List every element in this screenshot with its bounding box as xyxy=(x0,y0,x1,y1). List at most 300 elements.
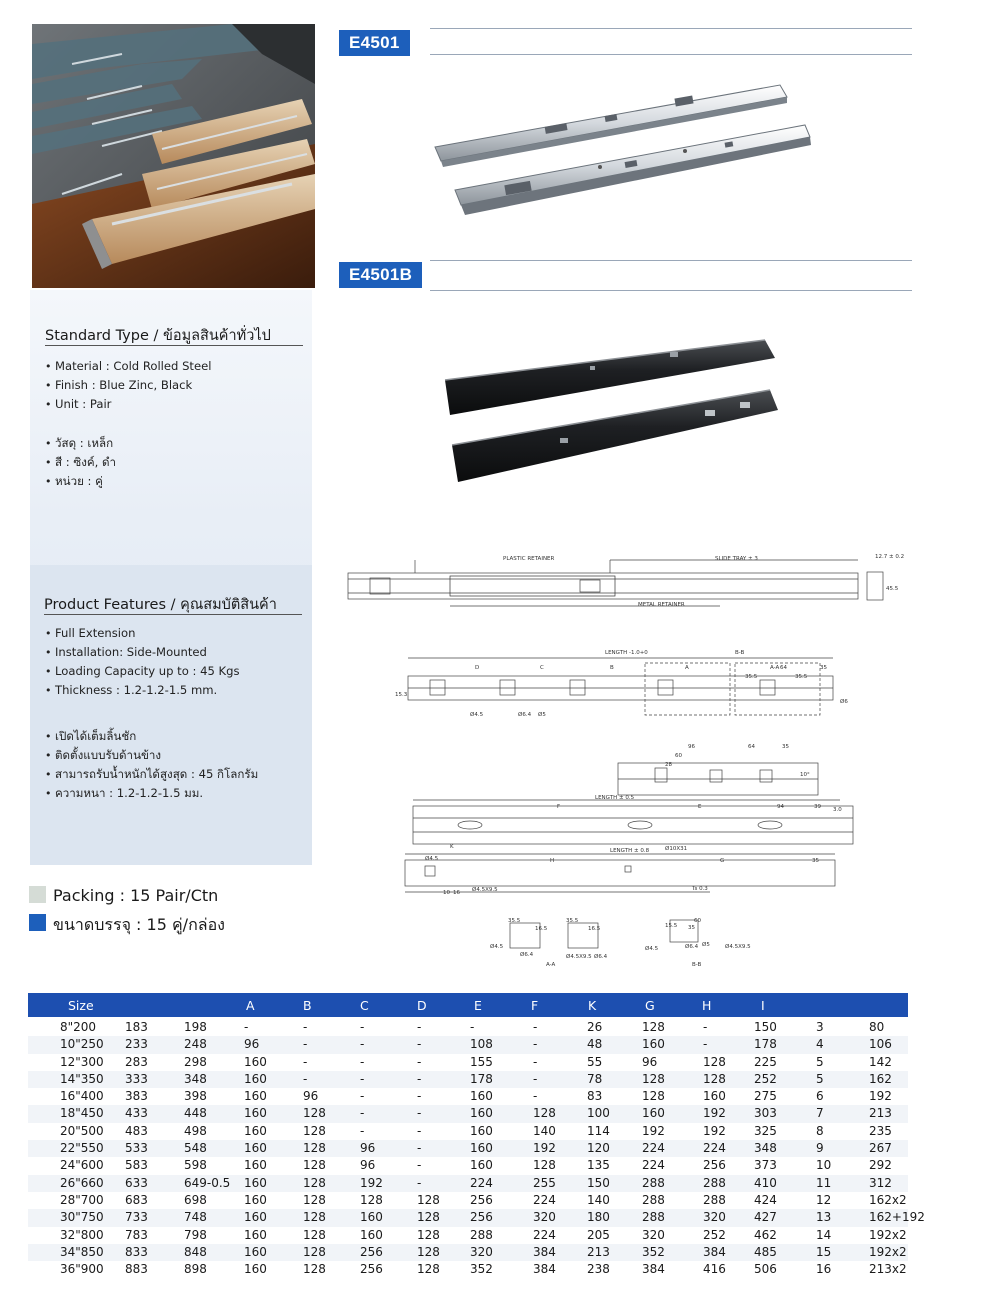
label-d45x95b: Ø4.5X9.5 xyxy=(566,954,592,960)
table-cell: 5 xyxy=(816,1054,824,1069)
model-rule-bottom xyxy=(430,54,912,55)
table-cell: 128 xyxy=(703,1054,726,1069)
table-cell: 898 xyxy=(184,1262,207,1277)
label-60: 60 xyxy=(675,753,682,759)
table-row xyxy=(28,1123,908,1140)
table-cell: 162+192 xyxy=(869,1210,925,1225)
table-cell: 108 xyxy=(470,1037,493,1052)
label-165b: 16.5 xyxy=(588,926,601,932)
table-cell: 128 xyxy=(303,1175,326,1190)
table-cell: 162 xyxy=(869,1071,892,1086)
table-row xyxy=(28,1244,908,1261)
list-item: • Finish : Blue Zinc, Black xyxy=(45,376,211,395)
label-aa: A-A xyxy=(770,665,780,671)
table-cell: 160 xyxy=(244,1089,267,1104)
table-cell: 248 xyxy=(184,1037,207,1052)
table-cell: 320 xyxy=(703,1210,726,1225)
table-cell: - xyxy=(470,1020,475,1034)
product-features-title: Product Features / คุณสมบัติสินค้า xyxy=(44,597,277,613)
label-355b: 35.5 xyxy=(795,674,808,680)
table-cell: 16 xyxy=(816,1262,832,1277)
table-cell: 128 xyxy=(303,1192,326,1207)
label-d: D xyxy=(475,665,480,671)
table-cell: - xyxy=(417,1141,422,1156)
table-cell: 733 xyxy=(125,1210,148,1225)
header-h: H xyxy=(702,998,712,1013)
list-item: • Loading Capacity up to : 45 Kgs xyxy=(45,662,240,681)
table-row xyxy=(28,1192,908,1209)
table-cell: 28"700 xyxy=(60,1192,104,1207)
table-cell: 128 xyxy=(303,1123,326,1138)
table-cell: 833 xyxy=(125,1244,148,1259)
table-cell: 128 xyxy=(417,1227,440,1242)
table-cell: - xyxy=(417,1071,422,1086)
table-cell: 548 xyxy=(184,1141,207,1156)
table-cell: 16"400 xyxy=(60,1089,104,1104)
table-cell: 238 xyxy=(587,1262,610,1277)
header-f: F xyxy=(531,998,539,1013)
table-cell: 384 xyxy=(533,1262,556,1277)
table-cell: 160 xyxy=(244,1071,267,1086)
header-i: I xyxy=(761,998,765,1013)
table-cell: 96 xyxy=(303,1089,319,1104)
table-cell: 255 xyxy=(533,1175,556,1190)
table-cell: 533 xyxy=(125,1141,148,1156)
table-cell: 427 xyxy=(754,1210,777,1225)
table-cell: 15 xyxy=(816,1244,832,1259)
table-cell: 160 xyxy=(703,1089,726,1104)
label-165: 16.5 xyxy=(535,926,548,932)
header-a: A xyxy=(246,998,255,1013)
table-cell: 128 xyxy=(533,1158,556,1173)
table-cell: - xyxy=(360,1106,365,1121)
table-cell: 10 xyxy=(816,1158,832,1173)
table-cell: 32"800 xyxy=(60,1227,104,1242)
label-35: 35 xyxy=(820,665,827,671)
features-th-list xyxy=(45,727,258,803)
list-item: • เปิดได้เต็มลิ้นชัก xyxy=(45,727,258,746)
packing-th: ขนาดบรรจุ : 15 คู่/กล่อง xyxy=(53,915,225,934)
table-cell: 24"600 xyxy=(60,1158,104,1173)
label-d45: Ø4.5 xyxy=(470,712,484,718)
table-cell: 320 xyxy=(470,1244,493,1259)
table-cell: 320 xyxy=(642,1227,665,1242)
table-cell: - xyxy=(360,1037,365,1052)
table-cell: - xyxy=(703,1037,708,1052)
label-length05: LENGTH ± 0.5 xyxy=(595,795,635,801)
table-cell: 128 xyxy=(303,1158,326,1173)
label-94: 94 xyxy=(777,804,784,810)
table-cell: 160 xyxy=(244,1227,267,1242)
table-cell: 128 xyxy=(360,1192,383,1207)
table-cell: 160 xyxy=(360,1210,383,1225)
table-cell: 352 xyxy=(470,1262,493,1277)
label-d64: Ø6.4 xyxy=(518,712,532,718)
model-rule-top-b xyxy=(430,260,912,261)
table-cell: 160 xyxy=(244,1210,267,1225)
table-cell: 183 xyxy=(125,1020,148,1034)
table-cell: 598 xyxy=(184,1158,207,1173)
list-item: • Thickness : 1.2-1.2-1.5 mm. xyxy=(45,681,240,700)
table-cell: 267 xyxy=(869,1141,892,1156)
packing-swatch-grey xyxy=(29,886,46,903)
label-bb2: B-B xyxy=(692,962,702,968)
table-cell: - xyxy=(360,1054,365,1069)
header-g: G xyxy=(645,998,655,1013)
table-cell: 26"660 xyxy=(60,1175,104,1190)
table-cell: 128 xyxy=(303,1262,326,1277)
label-16: 16 xyxy=(453,890,460,896)
table-cell: - xyxy=(533,1089,538,1104)
table-body xyxy=(28,1017,925,1278)
list-item: • วัสดุ : เหล็ก xyxy=(45,434,116,453)
table-cell: 83 xyxy=(587,1089,603,1104)
table-cell: - xyxy=(417,1158,422,1173)
table-cell: 483 xyxy=(125,1123,148,1138)
table-cell: - xyxy=(533,1054,538,1069)
table-cell: 128 xyxy=(303,1106,326,1121)
table-cell: 283 xyxy=(125,1054,148,1069)
standard-en-list xyxy=(45,357,211,414)
label-96: 96 xyxy=(688,744,695,750)
table-cell: 160 xyxy=(244,1244,267,1259)
table-row xyxy=(28,1088,908,1105)
table-cell: 462 xyxy=(754,1227,777,1242)
table-cell: 18"450 xyxy=(60,1106,104,1121)
label-d5: Ø5 xyxy=(538,712,546,718)
table-cell: 8"200 xyxy=(60,1020,97,1034)
table-cell: 883 xyxy=(125,1262,148,1277)
table-cell: - xyxy=(303,1071,308,1086)
table-cell: 128 xyxy=(417,1210,440,1225)
table-cell: 410 xyxy=(754,1175,777,1190)
table-cell: 213 xyxy=(587,1244,610,1259)
table-cell: - xyxy=(360,1089,365,1104)
label-155: 15.5 xyxy=(665,923,678,929)
table-row xyxy=(28,1071,908,1088)
table-cell: 160 xyxy=(470,1141,493,1156)
table-cell: 180 xyxy=(587,1210,610,1225)
label-d45x95c: Ø4.5X9.5 xyxy=(725,944,751,950)
table-cell: 13 xyxy=(816,1210,832,1225)
table-cell: 633 xyxy=(125,1175,148,1190)
table-cell: 128 xyxy=(703,1071,726,1086)
table-cell: 848 xyxy=(184,1244,207,1259)
table-cell: 160 xyxy=(244,1054,267,1069)
table-cell: 224 xyxy=(642,1158,665,1173)
table-cell: - xyxy=(303,1037,308,1052)
table-cell: 288 xyxy=(642,1210,665,1225)
label-width-127: 12.7 ± 0.2 xyxy=(875,554,905,560)
table-cell: 128 xyxy=(303,1210,326,1225)
table-cell: 298 xyxy=(184,1054,207,1069)
label-d45b: Ø4.5 xyxy=(425,856,439,862)
table-cell: 303 xyxy=(754,1106,777,1121)
table-cell: 150 xyxy=(754,1020,777,1034)
slide-image-black xyxy=(440,330,785,494)
label-length-top: LENGTH -1.0+0 xyxy=(605,650,648,656)
table-cell: 120 xyxy=(587,1141,610,1156)
label-slot: Ø10X31 xyxy=(665,846,688,852)
table-cell: 128 xyxy=(642,1089,665,1104)
table-cell: 96 xyxy=(244,1037,260,1052)
product-features-rule xyxy=(44,614,302,615)
table-cell: 205 xyxy=(587,1227,610,1242)
table-row xyxy=(28,1140,908,1157)
table-cell: 325 xyxy=(754,1123,777,1138)
table-cell: 142 xyxy=(869,1054,892,1069)
table-cell: 20"500 xyxy=(60,1123,104,1138)
table-cell: 160 xyxy=(642,1106,665,1121)
table-cell: 22"550 xyxy=(60,1141,104,1156)
header-e: E xyxy=(474,998,482,1013)
table-cell: 383 xyxy=(125,1089,148,1104)
model-label-e4501b: E4501B xyxy=(339,262,422,288)
table-cell: 128 xyxy=(417,1262,440,1277)
label-64: 64 xyxy=(780,665,787,671)
table-cell: - xyxy=(417,1037,422,1052)
table-cell: 160 xyxy=(244,1141,267,1156)
table-cell: 96 xyxy=(642,1054,658,1069)
table-cell: 783 xyxy=(125,1227,148,1242)
table-cell: - xyxy=(360,1071,365,1086)
product-photo-drawers xyxy=(32,24,315,288)
table-cell: 6 xyxy=(816,1089,824,1104)
list-item: • Full Extension xyxy=(45,624,240,643)
table-cell: 424 xyxy=(754,1192,777,1207)
table-cell: 252 xyxy=(703,1227,726,1242)
table-cell: 288 xyxy=(470,1227,493,1242)
table-cell: 333 xyxy=(125,1071,148,1086)
table-cell: 649-0.5 xyxy=(184,1175,231,1190)
table-cell: 96 xyxy=(360,1158,376,1173)
table-cell: 160 xyxy=(642,1037,665,1052)
table-cell: 178 xyxy=(470,1071,493,1086)
table-cell: 34"850 xyxy=(60,1244,104,1259)
table-row xyxy=(28,1209,925,1226)
table-cell: - xyxy=(417,1175,422,1190)
table-cell: 256 xyxy=(470,1210,493,1225)
table-cell: 224 xyxy=(642,1141,665,1156)
label-355a: 35.5 xyxy=(745,674,758,680)
label-35c: 35 xyxy=(812,858,819,864)
table-cell: 275 xyxy=(754,1089,777,1104)
packing-swatch-blue xyxy=(29,914,46,931)
table-cell: 312 xyxy=(869,1175,892,1190)
label-35b: 35 xyxy=(782,744,789,750)
table-cell: 292 xyxy=(869,1158,892,1173)
table-cell: 80 xyxy=(869,1020,885,1034)
list-item: • ความหนา : 1.2-1.2-1.5 มม. xyxy=(45,784,258,803)
table-cell: 373 xyxy=(754,1158,777,1173)
table-cell: 150 xyxy=(587,1175,610,1190)
label-h: H xyxy=(550,858,555,864)
label-e: E xyxy=(698,804,702,810)
table-cell: 128 xyxy=(303,1244,326,1259)
table-cell: 155 xyxy=(470,1054,493,1069)
table-cell: 160 xyxy=(470,1089,493,1104)
table-cell: 9 xyxy=(816,1141,824,1156)
list-item: • สามารถรับน้ำหนักได้สูงสุด : 45 กิโลกรัม xyxy=(45,765,258,784)
label-355d: 35.5 xyxy=(566,918,579,924)
table-cell: 12"300 xyxy=(60,1054,104,1069)
standard-type-rule xyxy=(45,345,303,346)
table-cell: 160 xyxy=(244,1106,267,1121)
table-cell: 213x2 xyxy=(869,1262,907,1277)
packing-en: Packing : 15 Pair/Ctn xyxy=(53,886,219,905)
table-cell: 224 xyxy=(533,1192,556,1207)
table-cell: 7 xyxy=(816,1106,824,1121)
label-a: A xyxy=(685,665,689,671)
table-cell: 235 xyxy=(869,1123,892,1138)
label-g: G xyxy=(720,858,725,864)
table-row xyxy=(28,1227,908,1244)
table-cell: 348 xyxy=(184,1071,207,1086)
label-10deg: 10° xyxy=(800,772,810,778)
standard-type-title: Standard Type / ข้อมูลสินค้าทั่วไป xyxy=(45,328,271,344)
table-cell: 162x2 xyxy=(869,1192,907,1207)
table-cell: 213 xyxy=(869,1106,892,1121)
table-cell: 8 xyxy=(816,1123,824,1138)
table-cell: 128 xyxy=(303,1227,326,1242)
list-item: • Installation: Side-Mounted xyxy=(45,643,240,662)
label-d64d: Ø6.4 xyxy=(685,944,699,950)
table-cell: 498 xyxy=(184,1123,207,1138)
label-355c: 35.5 xyxy=(508,918,521,924)
table-cell: 192x2 xyxy=(869,1244,907,1259)
table-cell: 583 xyxy=(125,1158,148,1173)
table-row xyxy=(28,1036,908,1053)
label-d45c: Ø4.5 xyxy=(490,944,504,950)
table-cell: - xyxy=(303,1054,308,1069)
model-rule-bottom-b xyxy=(430,290,912,291)
label-slide-tray: SLIDE TRAY ± 3 xyxy=(715,556,758,562)
header-size: Size xyxy=(68,998,94,1013)
table-cell: - xyxy=(417,1054,422,1069)
table-cell: - xyxy=(417,1123,422,1138)
table-cell: 506 xyxy=(754,1262,777,1277)
table-cell: 225 xyxy=(754,1054,777,1069)
table-cell: 160 xyxy=(244,1192,267,1207)
label-f: F xyxy=(557,804,561,810)
label-bb: B-B xyxy=(735,650,745,656)
table-cell: 748 xyxy=(184,1210,207,1225)
standard-th-list xyxy=(45,434,116,491)
table-cell: 128 xyxy=(642,1020,665,1034)
table-cell: - xyxy=(360,1123,365,1138)
table-cell: 36"900 xyxy=(60,1262,104,1277)
table-row xyxy=(28,1261,908,1278)
table-cell: 55 xyxy=(587,1054,603,1069)
table-cell: 160 xyxy=(244,1262,267,1277)
table-cell: 160 xyxy=(470,1158,493,1173)
size-spec-table xyxy=(28,993,925,1278)
table-cell: 140 xyxy=(533,1123,556,1138)
label-60b: 60 xyxy=(694,918,701,924)
table-cell: - xyxy=(244,1020,249,1034)
table-cell: - xyxy=(533,1071,538,1086)
table-cell: 348 xyxy=(754,1141,777,1156)
label-c: C xyxy=(540,665,544,671)
table-cell: 256 xyxy=(360,1262,383,1277)
table-cell: 192 xyxy=(869,1089,892,1104)
table-cell: 384 xyxy=(642,1262,665,1277)
table-cell: 224 xyxy=(703,1141,726,1156)
table-cell: 160 xyxy=(244,1175,267,1190)
table-row xyxy=(28,1157,908,1174)
label-length08: LENGTH ± 0.8 xyxy=(610,848,650,854)
table-row xyxy=(28,1054,908,1071)
table-cell: 192 xyxy=(533,1141,556,1156)
table-cell: - xyxy=(417,1020,422,1034)
table-cell: 352 xyxy=(642,1244,665,1259)
table-cell: 448 xyxy=(184,1106,207,1121)
table-cell: 140 xyxy=(587,1192,610,1207)
table-cell: 160 xyxy=(244,1123,267,1138)
table-cell: 384 xyxy=(703,1244,726,1259)
table-cell: 26 xyxy=(587,1020,603,1034)
table-cell: 192 xyxy=(360,1175,383,1190)
label-10: 10 xyxy=(443,890,450,896)
table-cell: 224 xyxy=(533,1227,556,1242)
table-cell: 192 xyxy=(703,1123,726,1138)
table-cell: 398 xyxy=(184,1089,207,1104)
table-cell: - xyxy=(360,1020,365,1034)
label-d45x95: Ø4.5X9.5 xyxy=(472,887,498,893)
label-35d: 35 xyxy=(688,925,695,931)
table-cell: - xyxy=(303,1020,308,1034)
table-cell: 30"750 xyxy=(60,1210,104,1225)
list-item: • หน่วย : คู่ xyxy=(45,472,116,491)
table-cell: 288 xyxy=(642,1192,665,1207)
table-header xyxy=(28,993,908,1017)
table-cell: 198 xyxy=(184,1020,207,1034)
table-cell: 128 xyxy=(533,1106,556,1121)
features-en-list xyxy=(45,624,240,700)
table-cell: 160 xyxy=(244,1158,267,1173)
table-cell: 160 xyxy=(360,1227,383,1242)
table-cell: 224 xyxy=(470,1175,493,1190)
table-cell: 160 xyxy=(470,1123,493,1138)
table-cell: 798 xyxy=(184,1227,207,1242)
table-cell: 192 xyxy=(703,1106,726,1121)
label-d6: Ø6 xyxy=(840,699,848,705)
table-cell: - xyxy=(417,1089,422,1104)
table-cell: 233 xyxy=(125,1037,148,1052)
table-row xyxy=(28,1175,908,1192)
technical-drawing xyxy=(340,548,920,972)
table-cell: 288 xyxy=(703,1192,726,1207)
table-cell: 10"250 xyxy=(60,1037,104,1052)
table-cell: 114 xyxy=(587,1123,610,1138)
table-cell: 416 xyxy=(703,1262,726,1277)
table-cell: 128 xyxy=(642,1071,665,1086)
table-cell: 4 xyxy=(816,1037,824,1052)
label-ts: Ts 0.3 xyxy=(692,886,708,892)
table-cell: - xyxy=(533,1020,538,1034)
label-d64c: Ø6.4 xyxy=(594,954,608,960)
table-cell: 256 xyxy=(703,1158,726,1173)
table-cell: 11 xyxy=(816,1175,832,1190)
label-metal-retainer: METAL RETAINER xyxy=(638,602,685,608)
table-cell: 288 xyxy=(703,1175,726,1190)
table-cell: 192 xyxy=(642,1123,665,1138)
table-row xyxy=(28,1105,908,1122)
table-cell: 128 xyxy=(417,1244,440,1259)
label-30: 3.0 xyxy=(833,807,842,813)
label-d45d: Ø4.5 xyxy=(645,946,659,952)
table-cell: 128 xyxy=(417,1192,440,1207)
